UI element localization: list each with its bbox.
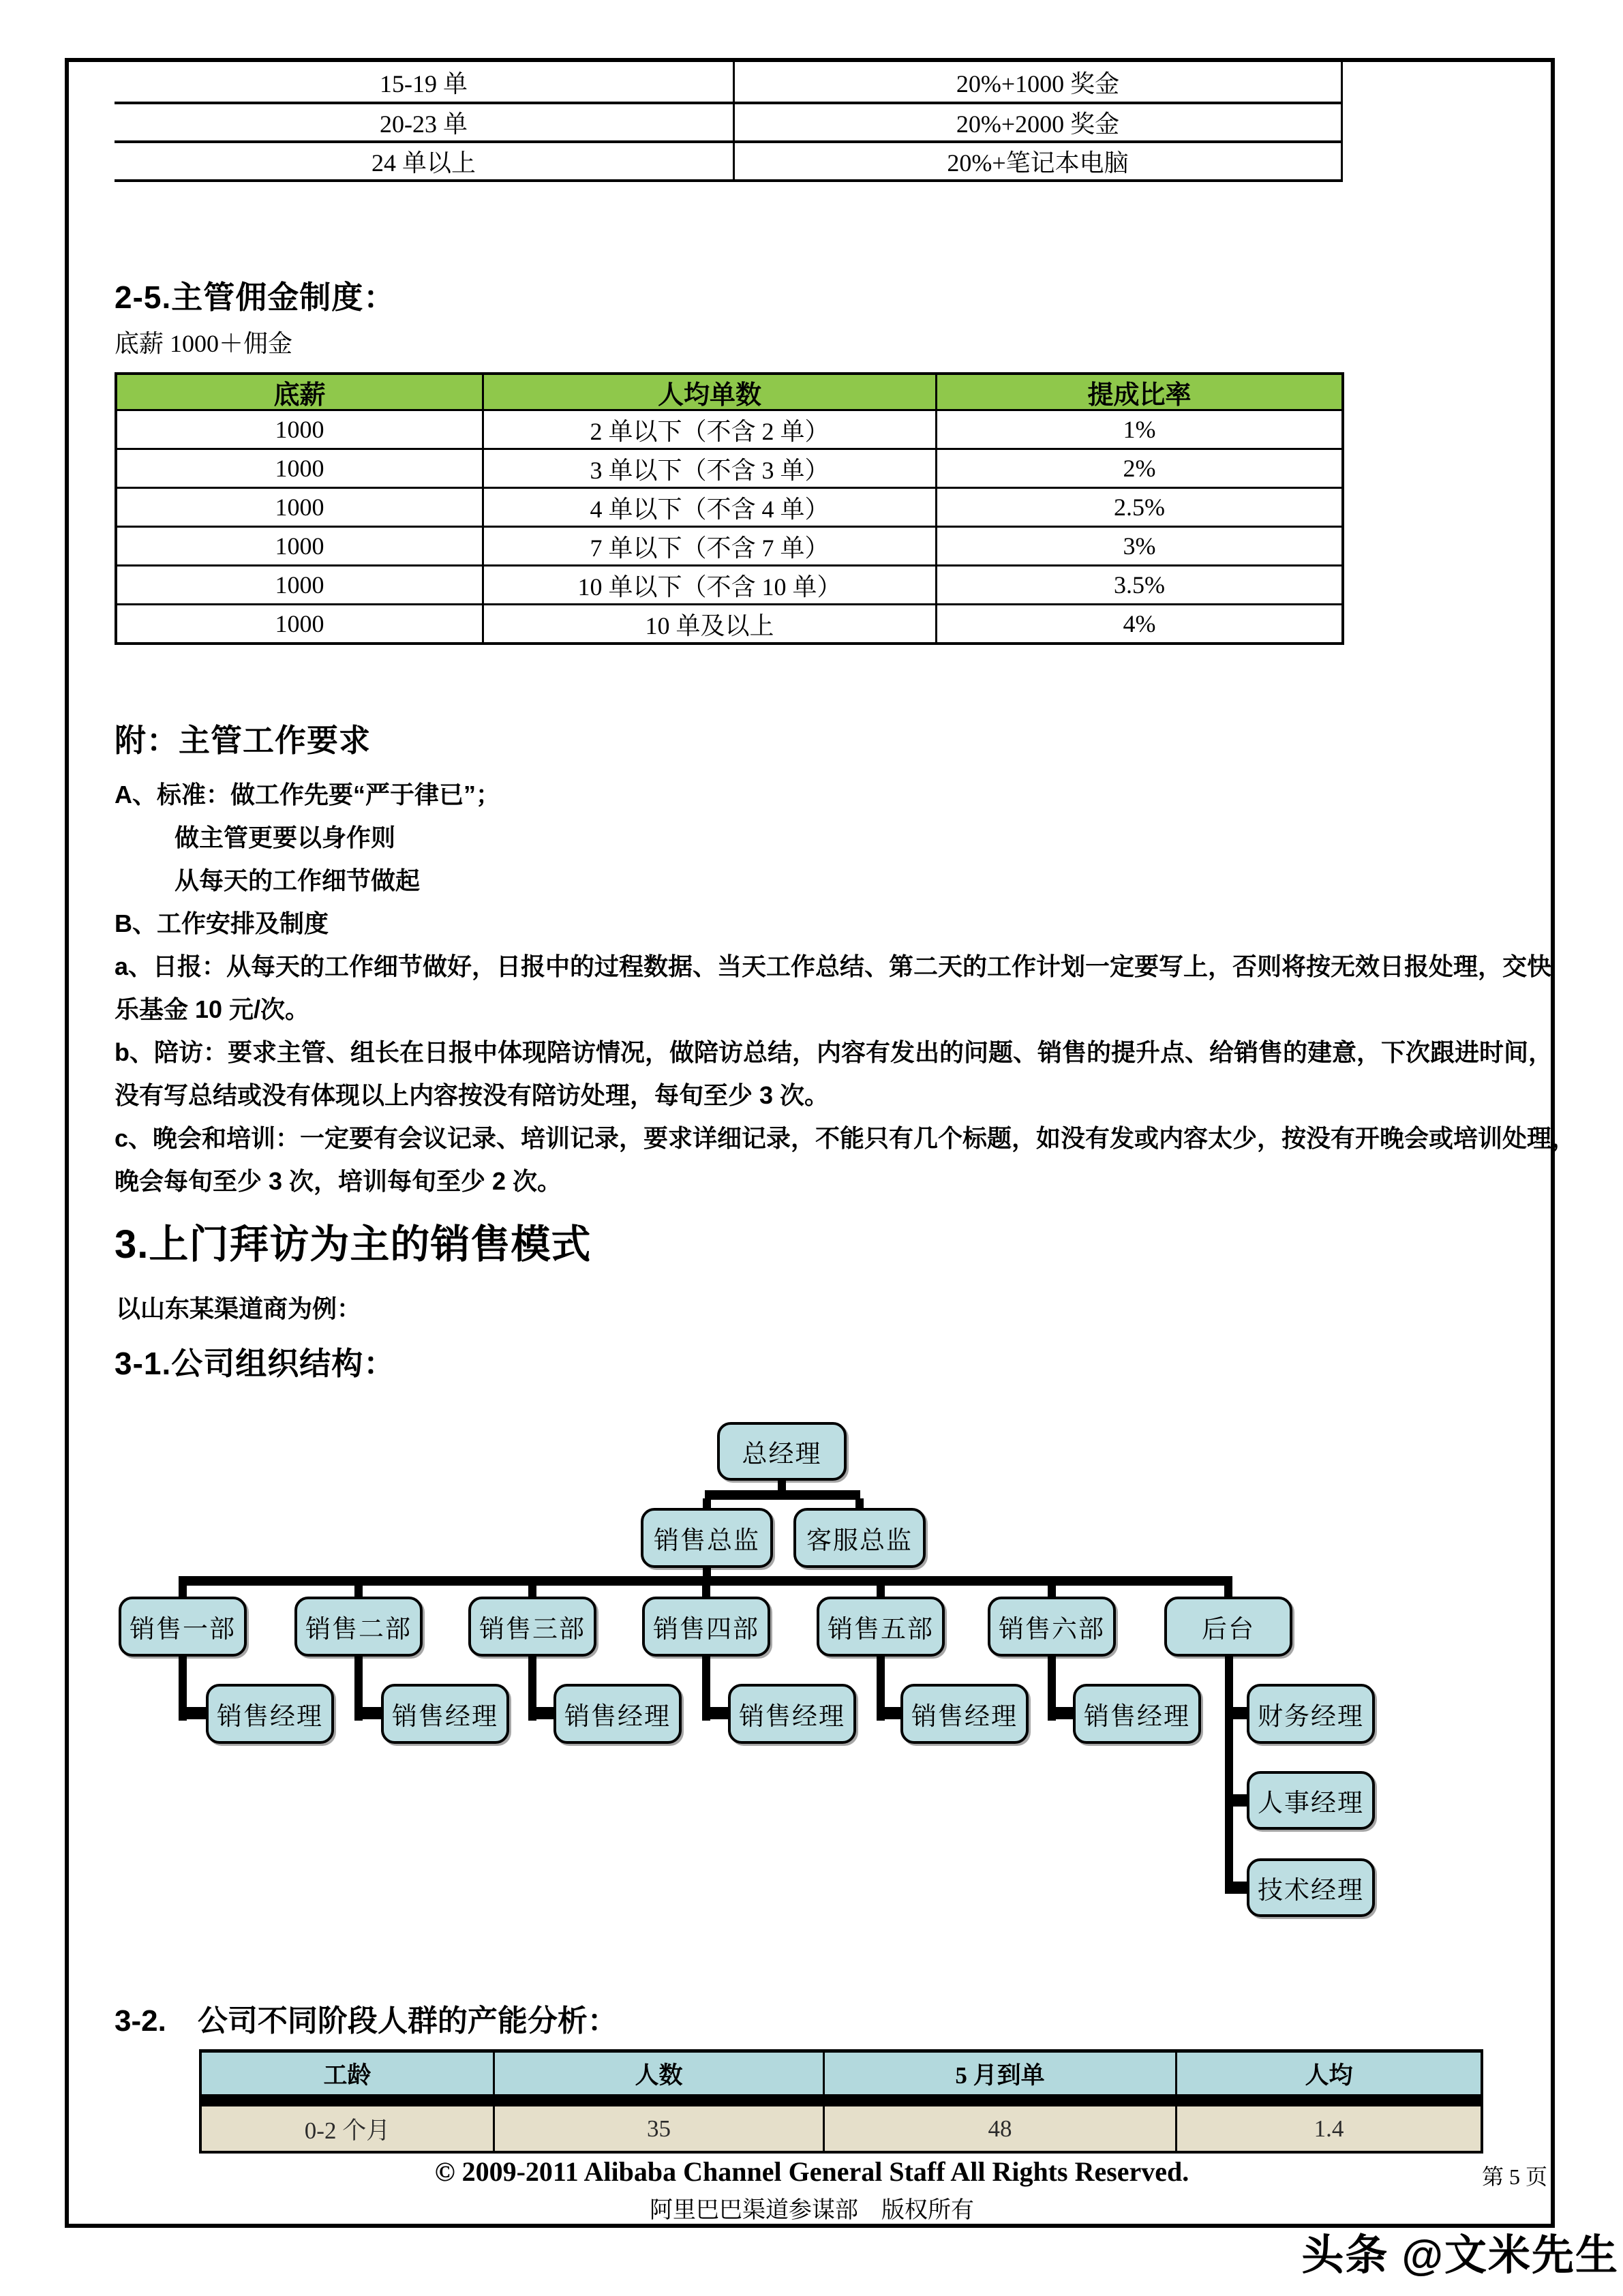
org-box-sales-manager-1: 销售经理 (206, 1684, 334, 1744)
cell-rate: 2% (1123, 455, 1156, 482)
cell-base-salary: 1000 (117, 450, 484, 487)
header-cell: 5 月到单 (825, 2053, 1177, 2094)
cell-base-salary: 1000 (117, 411, 484, 448)
cell-tenure: 0-2 个月 (202, 2106, 495, 2151)
table-row (115, 104, 1343, 143)
section-2-5-subtitle: 底薪 1000＋佣金 (115, 330, 293, 357)
appendix-heading: 附：主管工作要求 (115, 723, 371, 758)
org-box-sales-manager-3: 销售经理 (553, 1684, 682, 1744)
cell-base-salary: 1000 (117, 528, 484, 564)
body-line: 晚会每旬至少 3 次，培训每旬至少 2 次。 (115, 1167, 562, 1195)
table-row (115, 143, 1343, 182)
cell-base-salary: 1000 (117, 489, 484, 526)
cell-rate: 4% (1123, 610, 1156, 637)
section-2-5-heading: 2-5.主管佣金制度： (115, 280, 396, 315)
org-box-hr-manager: 人事经理 (1247, 1771, 1375, 1830)
org-box-sales-director: 销售总监 (641, 1508, 773, 1568)
cell-may-orders: 48 (825, 2106, 1177, 2151)
tier-cell: 20-23 单 (115, 104, 735, 140)
table-header-row (117, 375, 1341, 409)
footer-company: 阿里巴巴渠道参谋部 版权所有 (650, 2198, 974, 2223)
page-number: 第 5 页 (1481, 2164, 1547, 2189)
table-row (117, 487, 1341, 526)
org-box-sales-manager-5: 销售经理 (900, 1684, 1029, 1744)
body-line: 做主管更要以身作则 (175, 824, 396, 851)
body-line: b、陪访：要求主管、组长在日报中体现陪访情况，做陪访总结，内容有发出的问题、销售的提升点、给销售的建意，下次跟进时间， (115, 1038, 1553, 1066)
org-box-dept-5: 销售五部 (817, 1597, 945, 1657)
commission-tier-table (115, 62, 1343, 182)
cell-base-salary: 1000 (117, 567, 484, 603)
org-connector (877, 1584, 885, 1598)
org-box-dept-2: 销售二部 (294, 1597, 423, 1657)
body-line: c、晚会和培训：一定要有会议记录、培训记录，要求详细记录，不能只有几个标题，如没有发或内容太少，按没有开晚会或培训处理， (115, 1124, 1577, 1152)
section-3-intro: 以山东某渠道商为例： (116, 1295, 362, 1323)
body-line: 乐基金 10 元/次。 (115, 995, 310, 1023)
section-3-2-number: 3-2. (115, 2004, 166, 2038)
org-box-finance-manager: 财务经理 (1247, 1684, 1375, 1744)
table-row (117, 526, 1341, 564)
table-row (117, 603, 1341, 642)
org-connector (528, 1584, 536, 1598)
table-separator-band (202, 2094, 1481, 2106)
header-cell: 底薪 (117, 375, 484, 409)
cell-rate: 2.5% (1114, 494, 1165, 521)
body-line: B、工作安排及制度 (115, 909, 329, 937)
tier-cell: 24 单以上 (115, 143, 735, 179)
cell-rate: 1% (1123, 416, 1156, 443)
cell-rate: 3% (1123, 532, 1156, 560)
cell-base-salary: 1000 (117, 605, 484, 642)
reward-cell: 20%+1000 奖金 (735, 62, 1343, 102)
cell-order-range: 10 单以下（不含 10 单） (484, 567, 937, 603)
org-connector (179, 1584, 187, 1598)
header-cell: 提成比率 (1087, 380, 1192, 410)
cell-per-capita: 1.4 (1314, 2115, 1344, 2142)
org-connector (705, 1490, 860, 1500)
cell-order-range: 4 单以下（不含 4 单） (484, 489, 937, 526)
body-line: A、标准：做工作先要“严于律已”； (115, 781, 500, 809)
footer-copyright: © 2009-2011 Alibaba Channel General Staff All Rights Reserved. (434, 2156, 1189, 2187)
cell-order-range: 10 单及以上 (484, 605, 937, 642)
org-connector (1048, 1584, 1056, 1598)
cell-rate: 3.5% (1114, 571, 1165, 599)
body-line: a、日报：从每天的工作细节做好，日报中的过程数据、当天工作总结、第二天的工作计划一定要写上，否则将按无效日报处理，交快 (115, 952, 1552, 980)
org-connector (1225, 1655, 1233, 1894)
table-row (117, 448, 1341, 487)
reward-cell: 20%+2000 奖金 (735, 104, 1343, 140)
section-3-2-heading (115, 1996, 618, 2040)
watermark: 头条 @文米先生 (1301, 2232, 1619, 2279)
reward-cell: 20%+笔记本电脑 (735, 143, 1343, 179)
org-connector (702, 1584, 710, 1598)
cell-order-range: 7 单以下（不含 7 单） (484, 528, 937, 564)
org-box-dept-1: 销售一部 (119, 1597, 247, 1657)
org-connector (354, 1584, 363, 1598)
org-box-sales-manager-4: 销售经理 (728, 1684, 856, 1744)
org-connector (1224, 1584, 1232, 1598)
section-3-2-title: 公司不同阶段人群的产能分析： (197, 2004, 618, 2038)
body-line: 从每天的工作细节做起 (175, 866, 421, 894)
org-box-tech-manager: 技术经理 (1247, 1858, 1375, 1917)
org-box-sales-manager-6: 销售经理 (1073, 1684, 1201, 1744)
org-box-dept-6: 销售六部 (988, 1597, 1116, 1657)
section-3-heading: 3.上门拜访为主的销售模式 (115, 1222, 592, 1267)
org-box-sales-manager-2: 销售经理 (381, 1684, 509, 1744)
org-box-service-director: 客服总监 (793, 1508, 926, 1568)
org-chart (102, 1418, 1411, 1936)
table-header-row (202, 2053, 1481, 2094)
tier-cell: 15-19 单 (115, 62, 735, 102)
table-row (115, 62, 1343, 104)
appendix-body (115, 773, 1577, 1203)
org-box-dept-4: 销售四部 (642, 1597, 770, 1657)
cell-order-range: 2 单以下（不含 2 单） (484, 411, 937, 448)
table-row (202, 2106, 1481, 2151)
section-3-1-heading: 3-1.公司组织结构： (115, 1346, 396, 1381)
org-box-backoffice: 后台 (1164, 1597, 1292, 1657)
table-row (117, 564, 1341, 603)
body-line: 没有写总结或没有体现以上内容按没有陪访处理，每旬至少 3 次。 (115, 1081, 830, 1109)
header-cell: 人均 (1305, 2061, 1353, 2089)
productivity-table (199, 2049, 1483, 2154)
cell-order-range: 3 单以下（不含 3 单） (484, 450, 937, 487)
header-cell: 人均单数 (484, 375, 937, 409)
org-box-general-manager: 总经理 (717, 1422, 847, 1481)
supervisor-commission-table (115, 372, 1344, 645)
table-row (117, 409, 1341, 448)
header-cell: 工龄 (202, 2053, 495, 2094)
header-cell: 人数 (495, 2053, 825, 2094)
cell-headcount: 35 (495, 2106, 825, 2151)
org-box-dept-3: 销售三部 (468, 1597, 596, 1657)
